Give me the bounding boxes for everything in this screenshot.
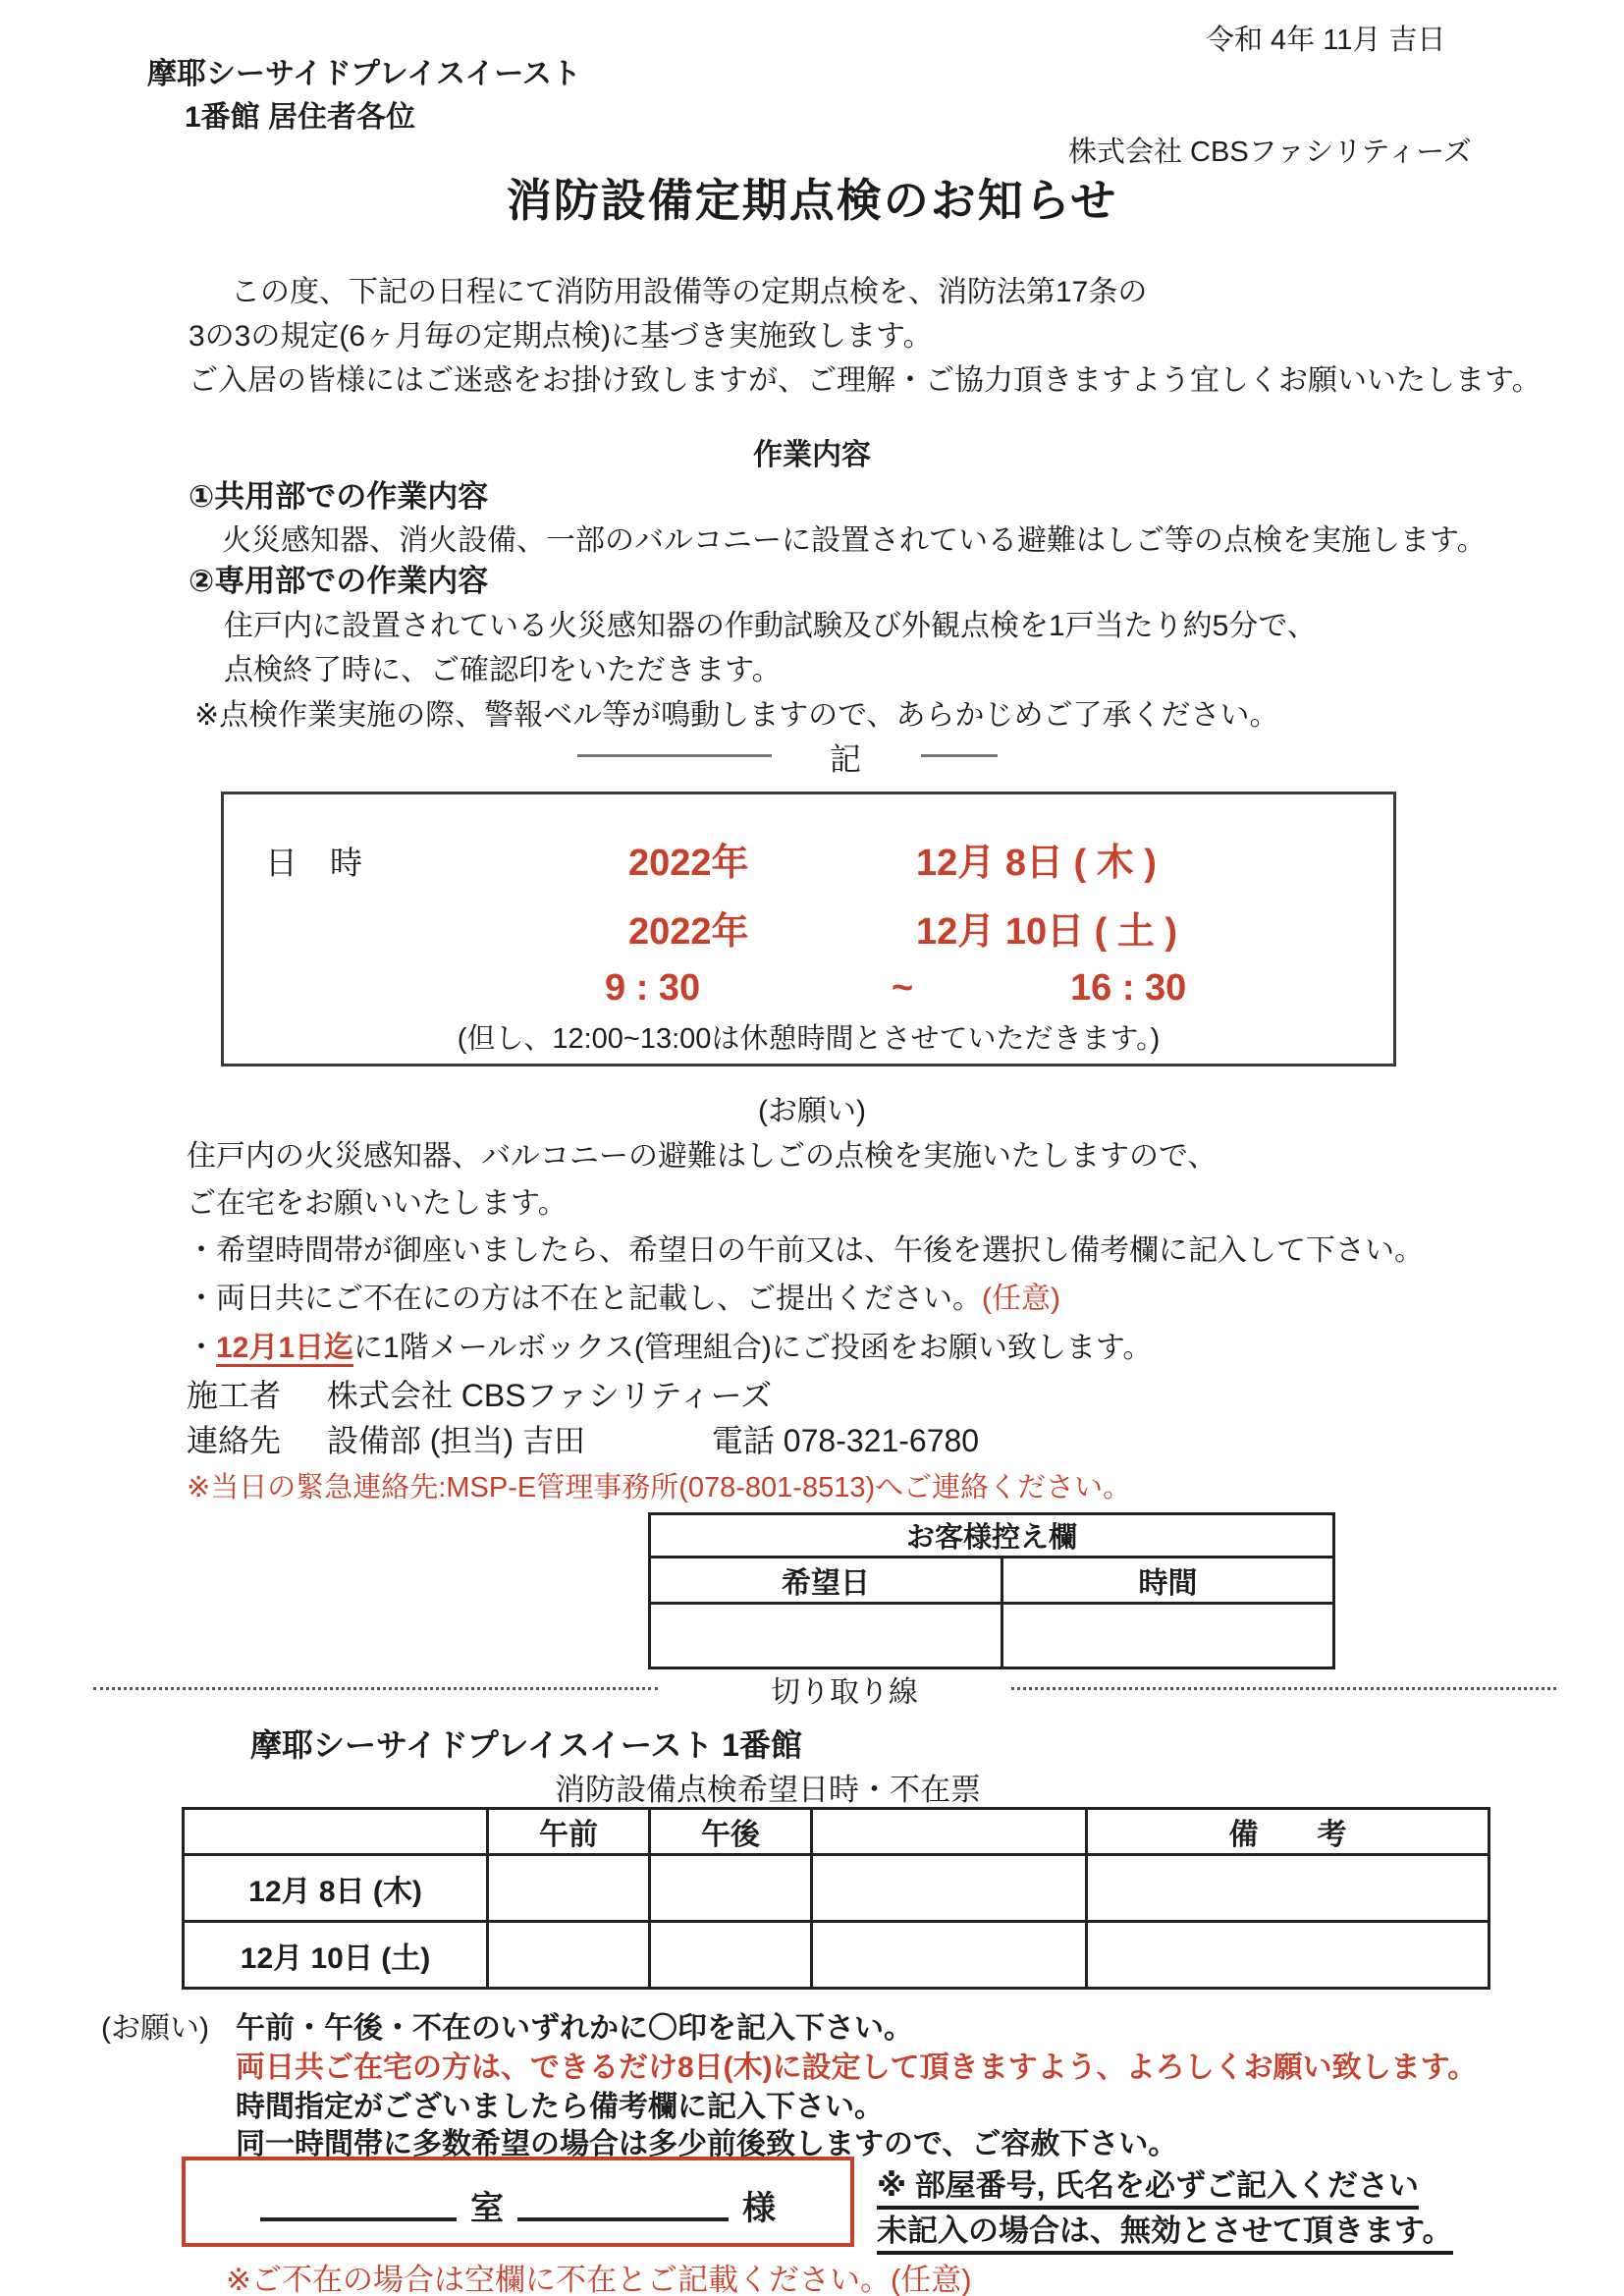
slip-header-remarks: 備 考: [1087, 1809, 1489, 1855]
slip-date-dec10: 12月 10日 (土): [184, 1922, 488, 1989]
slip-dec8-pm-cell: [650, 1855, 812, 1922]
schedule-row2-date: 12月 10日 ( 土 ): [916, 911, 1178, 953]
customer-copy-table: [648, 1512, 1335, 1669]
slip-date-dec8: 12月 8日 (木): [184, 1855, 488, 1922]
request-line1: 住戸内の火災感知器、バルコニーの避難はしごの点検を実施いたしますので、: [187, 1140, 1218, 1173]
work-item1-body: 火災感知器、消火設備、一部のバルコニーに設置されている避難はしご等の点検を実施します。: [222, 524, 1487, 557]
work-item1-title: ①共用部での作業内容: [189, 479, 489, 514]
schedule-time-end: 16 : 30: [1070, 967, 1187, 1009]
work-note: ※点検作業実施の際、警報ベル等が鳴動しますので、あらかじめご了承ください。: [194, 699, 1279, 732]
emergency-contact-note: ※当日の緊急連絡先:MSP-E管理事務所(078-801-8513)へご連絡ください。: [187, 1472, 1132, 1503]
slip-form-title: 消防設備点検希望日時・不在票: [555, 1773, 981, 1807]
intro-line1: この度、下記の日程にて消防用設備等の定期点検を、消防法第17条の: [231, 276, 1148, 308]
slip-header-pm: 午後: [650, 1809, 812, 1855]
room-label: 室: [470, 2190, 504, 2227]
work-item2-body2: 点検終了時に、ご確認印をいただきます。: [224, 654, 782, 686]
request-bullet3-text: に1階メールボックス(管理組合)にご投函をお願い致します。: [353, 1332, 1153, 1364]
copy-table-header-row: [650, 1558, 1334, 1604]
contractor-name: 株式会社 CBSファシリティーズ: [326, 1378, 773, 1413]
cutline-label: 切り取り線: [771, 1676, 918, 1709]
request-heading: (お願い): [758, 1095, 866, 1127]
work-item2-body1: 住戸内に設置されている火災感知器の作動試験及び外観点検を1戸当たり約5分で、: [224, 610, 1317, 642]
contact-label: 連絡先: [187, 1423, 282, 1458]
footer-line1: 午前・午後・不在のいずれかに〇印を記入下さい。: [236, 2012, 913, 2045]
request-bullet1: ・希望時間帯が御座いましたら、希望日の午前又は、午後を選択し備考欄に記入して下さい。: [187, 1234, 1424, 1267]
slip-dec10-absent-cell: [812, 1922, 1087, 1989]
slip-row-dec10: [184, 1922, 1489, 1989]
copy-table-title-row: [650, 1514, 1334, 1558]
copy-table-col-time: 時間: [1001, 1558, 1333, 1604]
ki-rule-right: [921, 754, 998, 757]
copy-table-blank-row: [650, 1604, 1334, 1668]
copy-table-date-cell: [650, 1604, 1002, 1668]
request-bullet2-text: ・両日共にご不在にの方は不在と記載し、ご提出ください。: [187, 1283, 982, 1315]
contractor-row1: [187, 1371, 772, 1416]
slip-dec10-am-cell: [488, 1922, 650, 1989]
slip-dec8-remarks-cell: [1087, 1855, 1489, 1922]
contractor-label: 施工者: [187, 1378, 282, 1413]
copy-table-title: お客様控え欄: [650, 1514, 1334, 1558]
contact-phone: 電話 078-321-6780: [711, 1423, 980, 1458]
footer-note1-text: ※ 部屋番号, 氏名を必ずご記入ください: [877, 2168, 1419, 2210]
intro-line3: ご入居の皆様にはご迷惑をお掛け致しますが、ご理解・ご協力頂きますよう宜しくお願いいたします。: [189, 364, 1542, 397]
schedule-break-note: (但し、12:00~13:00は休憩時間とさせていただきます。): [457, 1023, 1161, 1055]
request-bullet3-mark: ・: [187, 1332, 216, 1364]
request-bullet3: [187, 1323, 1152, 1366]
slip-dec8-am-cell: [488, 1855, 650, 1922]
room-name-box: [182, 2157, 854, 2247]
schedule-row2-year: 2022年: [628, 911, 749, 953]
work-heading: 作業内容: [753, 439, 871, 471]
slip-header-date: [184, 1809, 488, 1855]
schedule-label: 日 時: [265, 845, 362, 881]
footer-note1: [877, 2160, 1419, 2205]
cutline-right: [1011, 1687, 1556, 1690]
slip-dec10-pm-cell: [650, 1922, 812, 1989]
cutline-left: [93, 1687, 658, 1690]
footer-onegai-label: (お願い): [101, 2012, 209, 2045]
request-bullet2: [187, 1274, 1060, 1317]
work-item2-title: ②専用部での作業内容: [189, 564, 489, 598]
slip-building: 摩耶シーサイドプレイスイースト 1番館: [250, 1727, 803, 1763]
schedule-row1-year: 2022年: [628, 843, 749, 884]
ki-rule-left: [577, 754, 772, 757]
name-label: 様: [742, 2190, 776, 2227]
slip-dec10-remarks-cell: [1087, 1922, 1489, 1989]
schedule-row1-date: 12月 8日 ( 木 ): [916, 843, 1157, 884]
copy-table-col-date: 希望日: [650, 1558, 1002, 1604]
footer-note2: [877, 2206, 1453, 2250]
addressee-line1: 摩耶シーサイドプレイスイースト: [147, 58, 581, 90]
addressee-line2: 1番館 居住者各位: [185, 101, 416, 134]
slip-header-absent: [812, 1809, 1087, 1855]
schedule-box: [221, 792, 1396, 1066]
slip-header-am: 午前: [488, 1809, 650, 1855]
request-bullet2-optional: (任意): [982, 1283, 1060, 1315]
copy-table-time-cell: [1001, 1604, 1333, 1668]
schedule-time-tilde: ~: [892, 967, 914, 1009]
room-number-blank: [260, 2217, 457, 2221]
intro-line2: 3の3の規定(6ヶ月毎の定期点検)に基づき実施致します。: [189, 320, 933, 353]
slip-table: [182, 1807, 1490, 1990]
footer-line3: 時間指定がございましたら備考欄に記入下さい。: [236, 2091, 884, 2123]
slip-dec8-absent-cell: [812, 1855, 1087, 1922]
slip-row-dec8: [184, 1855, 1489, 1922]
page-title: 消防設備定期点検のお知らせ: [506, 175, 1118, 226]
ki-mark: 記: [830, 741, 862, 777]
schedule-time-start: 9 : 30: [605, 967, 701, 1009]
footer-line2-red: 両日共ご在宅の方は、できるだけ8日(木)に設定して頂きますよう、よろしくお願い致します。: [236, 2051, 1478, 2084]
footer-note2-text: 未記入の場合は、無効とさせて頂きます。: [877, 2214, 1453, 2255]
issuer-company: 株式会社 CBSファシリティーズ: [1068, 137, 1472, 168]
era-date: 令和 4年 11月 吉日: [1206, 25, 1446, 56]
footer-line4: 同一時間帯に多数希望の場合は多少前後致しますので、ご容赦下さい。: [236, 2128, 1178, 2160]
request-line2: ご在宅をお願いいたします。: [187, 1187, 568, 1220]
contractor-row2: [187, 1416, 979, 1461]
request-bullet3-deadline: 12月1日迄: [216, 1332, 353, 1367]
footer-bottom-red-note: ※ご不在の場合は空欄に不在とご記載ください。(任意): [226, 2263, 972, 2296]
contact-person: 設備部 (担当) 吉田: [326, 1423, 586, 1458]
slip-header-row: [184, 1809, 1489, 1855]
name-blank: [517, 2217, 729, 2221]
